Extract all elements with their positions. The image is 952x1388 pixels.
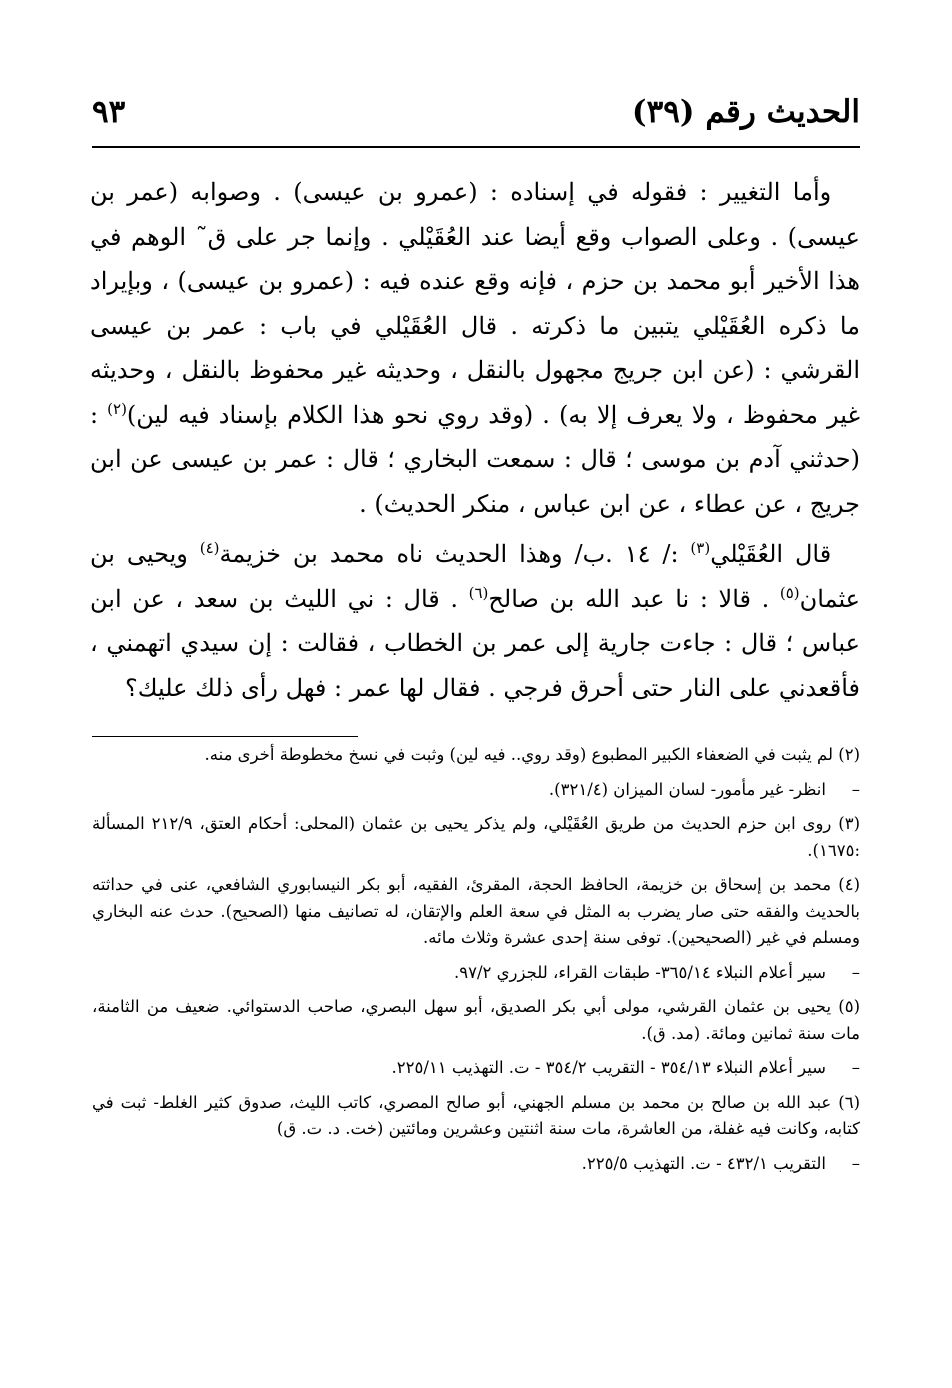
header-rule [92,146,860,148]
footnote-5-reference [92,1055,860,1082]
footnote-dash: – [851,1058,860,1077]
footnote-dash: – [851,962,860,982]
paragraph-1-tail: : (حدثني آدم بن موسى ؛ قال : سمعت البخاري ؛ قال : عمر بن عيسى عن ابن جريج ، عن عطاء ، عن ابن عباس ، منكر الحديث) . [90,400,860,518]
main-text [90,170,860,710]
footnote-dash: – [851,1153,860,1173]
footnote-6: (٦) عبد الله بن صالح بن محمد بن مسلم الجهني، أبو صالح المصري، كاتب الليث، صدوق كثير الغلط- ثبت في كتابه، وكانت فيه غفلة، من العاشرة، مات سنة اثنتين وعشرين ومائتين (خت. د. ت. ق) [92,1092,860,1138]
paragraph-2-part-e: . قال : ني الليث بن سعد ، عن ابن عباس ؛ قال : جاءت جارية إلى عمر بن الخطاب ، فقالت : إن سيدي اتهمني ، فأقعدني على النار حتى أحرق فرجي . فقال لها عمر : فهل رأى ذلك عليك؟ [90,584,860,702]
footnote-5: (٥) يحيى بن عثمان القرشي، مولى أبي بكر الصديق، أبو سهل البصري، صاحب الدستوائي. ضعيف من الثامنة، مات سنة ثمانين ومائة. (مد. ق). [92,997,860,1043]
footnote-3: (٣) روى ابن حزم الحديث من طريق العُقَيْلي، ولم يذكر يحيى بن عثمان (المحلى: أحكام العتق، ٢١٢/٩ المسألة :١٦٧٥). [92,814,860,860]
footnote-separator [92,736,358,737]
paragraph-2-part-a: قال العُقَيْلي [710,540,832,568]
footnote-ref-6: (٦) [468,583,489,602]
footnote-2: (٢) لم يثبت في الضعفاء الكبير المطبوع (وقد روي.. فيه لين) وثبت في نسخ مخطوطة أخرى منه. [204,745,860,764]
paragraph-2-part-b: :/ ١٤ .ب/ وهذا الحديث ناه محمد بن خزيمة [219,540,691,568]
paragraph-2-part-c: ويحيى بن عثمان [90,540,860,613]
footnote-4-reference [92,960,860,987]
footnote-ref-2: (٢) [107,399,127,418]
footnote-ref-4: (٤) [199,539,220,557]
footnote-6-reference-text: التقريب ٤٣٢/١ - ت. التهذيب ٢٢٥/٥. [581,1153,826,1173]
paragraph-2 [90,532,860,710]
paragraph-2-part-d: . قالا : نا عبد الله بن صالح [488,584,780,613]
footnote-ref-3: (٣) [690,539,711,557]
footnote-2-reference-text: انظر- غير مأمور- لسان الميزان (٣٢١/٤). [548,779,826,799]
page-number: ٩٣ [92,94,126,130]
footnotes [92,742,860,1185]
footnote-4-reference-text: سير أعلام النبلاء ٣٦٥/١٤- طبقات القراء، للجزري ٩٧/٢. [453,962,826,982]
paragraph-1-text: وأما التغيير : فقوله في إسناده : (عمرو بن عيسى) . وصوابه (عمر بن عيسى) . وعلى الصواب وقع أيضا عند العُقَيْلي . وإنما جر على ق˜ الوهم في هذا الأخير أبو محمد بن حزم ، فإنه وقع عنده فيه : (عمرو بن عيسى) ، وبإيراد ما ذكره العُقَيْلي يتبين ما ذكرته . قال العُقَيْلي في باب : عمر بن عيسى القرشي : (عن ابن جريج مجهول بالنقل ، وحديثه غير محفوظ بالنقل ، وحديثه غير محفوظ ، ولا يعرف إلا به) . (وقد روي نحو هذا الكلام بإسناد فيه لين) [90,178,861,429]
footnote-dash: – [851,779,860,799]
footnote-ref-5: (٥) [779,583,800,602]
footnote-5-reference-text: سير أعلام النبلاء ٣٥٤/١٣ - التقريب ٣٥٤/٢ - ت. التهذيب ٢٢٥/١١. [391,1058,826,1077]
paragraph-1 [90,170,860,526]
page-header [92,92,860,138]
running-title: الحديث رقم (٣٩) [631,94,860,130]
footnote-6-reference [92,1151,860,1178]
footnote-4: (٤) محمد بن إسحاق بن خزيمة، الحافظ الحجة، المقرئ، الفقيه، أبو بكر النيسابوري الشافعي، عنى في حداثته بالحديث والفقه حتى صار يضرب به المثل في سعة العلم والإتقان، له تصانيف منها (الصحيح). حدث عنه البخاري ومسلم في غير (الصحيحين). توفى سنة إحدى عشرة وثلاث مائه. [92,875,860,947]
footnote-2-reference [92,777,860,804]
